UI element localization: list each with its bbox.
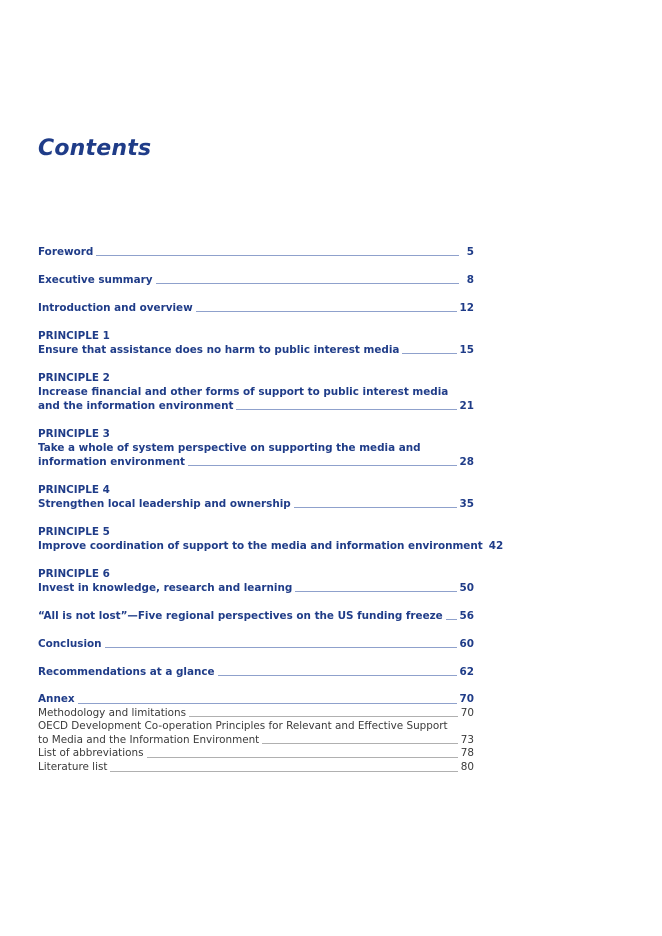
dot-leader: [105, 647, 457, 648]
toc-page-number: 70: [460, 706, 474, 719]
dot-leader: [446, 619, 457, 620]
dot-leader: [236, 409, 456, 410]
dot-leader: [156, 283, 459, 284]
toc-page-number: 60: [459, 638, 474, 650]
dot-leader: [262, 743, 458, 744]
toc-label: to Media and the Information Environment: [38, 733, 260, 746]
annex-heading[interactable]: [38, 693, 474, 707]
principle-heading: PRINCIPLE 4: [38, 484, 110, 496]
toc-label: information environment: [38, 456, 185, 468]
toc-label-line: Increase financial and other forms of support to public interest media: [38, 386, 449, 398]
principle-heading: PRINCIPLE 6: [38, 568, 110, 580]
toc-entry-principle-5[interactable]: [38, 525, 504, 553]
toc-label: Methodology and limitations: [38, 706, 187, 719]
principle-heading: PRINCIPLE 2: [38, 372, 110, 384]
toc-label: Introduction and overview: [38, 302, 193, 314]
toc-label: “All is not lost”—Five regional perspectives on the US funding freeze: [38, 610, 443, 622]
dot-leader: [402, 353, 456, 354]
toc-page-number: 56: [459, 610, 474, 622]
toc-label: Invest in knowledge, research and learning: [38, 582, 293, 594]
toc-entry-all-is-not-lost[interactable]: [38, 609, 474, 623]
principle-heading: PRINCIPLE 5: [38, 526, 110, 538]
principle-heading: PRINCIPLE 1: [38, 330, 110, 342]
toc-label: Annex: [38, 693, 75, 705]
dot-leader: [189, 716, 458, 717]
toc-page-number: 80: [460, 760, 474, 773]
dot-leader: [147, 757, 458, 758]
toc-label-line: OECD Development Co-operation Principles for Relevant and Effective Support: [38, 720, 448, 733]
dot-leader: [78, 703, 457, 704]
toc-entry-principle-1[interactable]: [38, 329, 474, 357]
toc-label: and the information environment: [38, 400, 234, 412]
toc-subentry-literature[interactable]: [38, 761, 474, 775]
principle-heading: PRINCIPLE 3: [38, 428, 110, 440]
toc-page-number: 73: [460, 733, 474, 746]
toc-label-line: Take a whole of system perspective on supporting the media and: [38, 442, 421, 454]
toc-label: Executive summary: [38, 274, 153, 286]
dot-leader: [188, 465, 457, 466]
toc-page-number: 8: [466, 274, 474, 286]
toc-entry-executive-summary[interactable]: [38, 273, 474, 287]
dot-leader: [294, 507, 457, 508]
page-title: Contents: [38, 136, 152, 161]
toc-page-number: 50: [459, 582, 474, 594]
toc-entry-recommendations[interactable]: [38, 665, 474, 679]
toc-subentry-methodology[interactable]: [38, 707, 474, 721]
dot-leader: [218, 675, 457, 676]
toc-label: Conclusion: [38, 638, 102, 650]
toc-page-number: 35: [459, 498, 474, 510]
toc-page-number: 12: [459, 302, 474, 314]
dot-leader: [196, 311, 457, 312]
toc-label: Foreword: [38, 246, 94, 258]
table-of-contents: [38, 245, 504, 789]
toc-entry-principle-4[interactable]: [38, 483, 474, 511]
toc-label: Ensure that assistance does no harm to public interest media: [38, 344, 400, 356]
dot-leader: [295, 591, 456, 592]
toc-subentry-oecd-principles[interactable]: [38, 720, 474, 747]
toc-label: Recommendations at a glance: [38, 666, 215, 678]
toc-entry-introduction[interactable]: [38, 301, 474, 315]
toc-label: Literature list: [38, 760, 108, 773]
toc-page-number: 28: [459, 456, 474, 468]
toc-entry-principle-3[interactable]: [38, 427, 474, 469]
toc-entry-foreword[interactable]: [38, 245, 474, 259]
toc-page-number: 5: [466, 246, 474, 258]
toc-label: Strengthen local leadership and ownership: [38, 498, 291, 510]
toc-label: Improve coordination of support to the media and information environment: [38, 540, 483, 552]
dot-leader: [96, 255, 459, 256]
toc-subentry-abbreviations[interactable]: [38, 747, 474, 761]
toc-entry-principle-2[interactable]: [38, 371, 474, 413]
toc-page-number: 78: [460, 747, 474, 760]
toc-page-number: 42: [488, 540, 504, 552]
toc-page-number: 15: [459, 344, 474, 356]
dot-leader: [110, 771, 457, 772]
toc-page-number: 21: [459, 400, 474, 412]
toc-entry-principle-6[interactable]: [38, 567, 474, 595]
toc-label: List of abbreviations: [38, 747, 144, 760]
toc-entry-conclusion[interactable]: [38, 637, 474, 651]
toc-page-number: 70: [459, 693, 474, 705]
toc-page-number: 62: [459, 666, 474, 678]
toc-entry-annex: [38, 693, 474, 775]
